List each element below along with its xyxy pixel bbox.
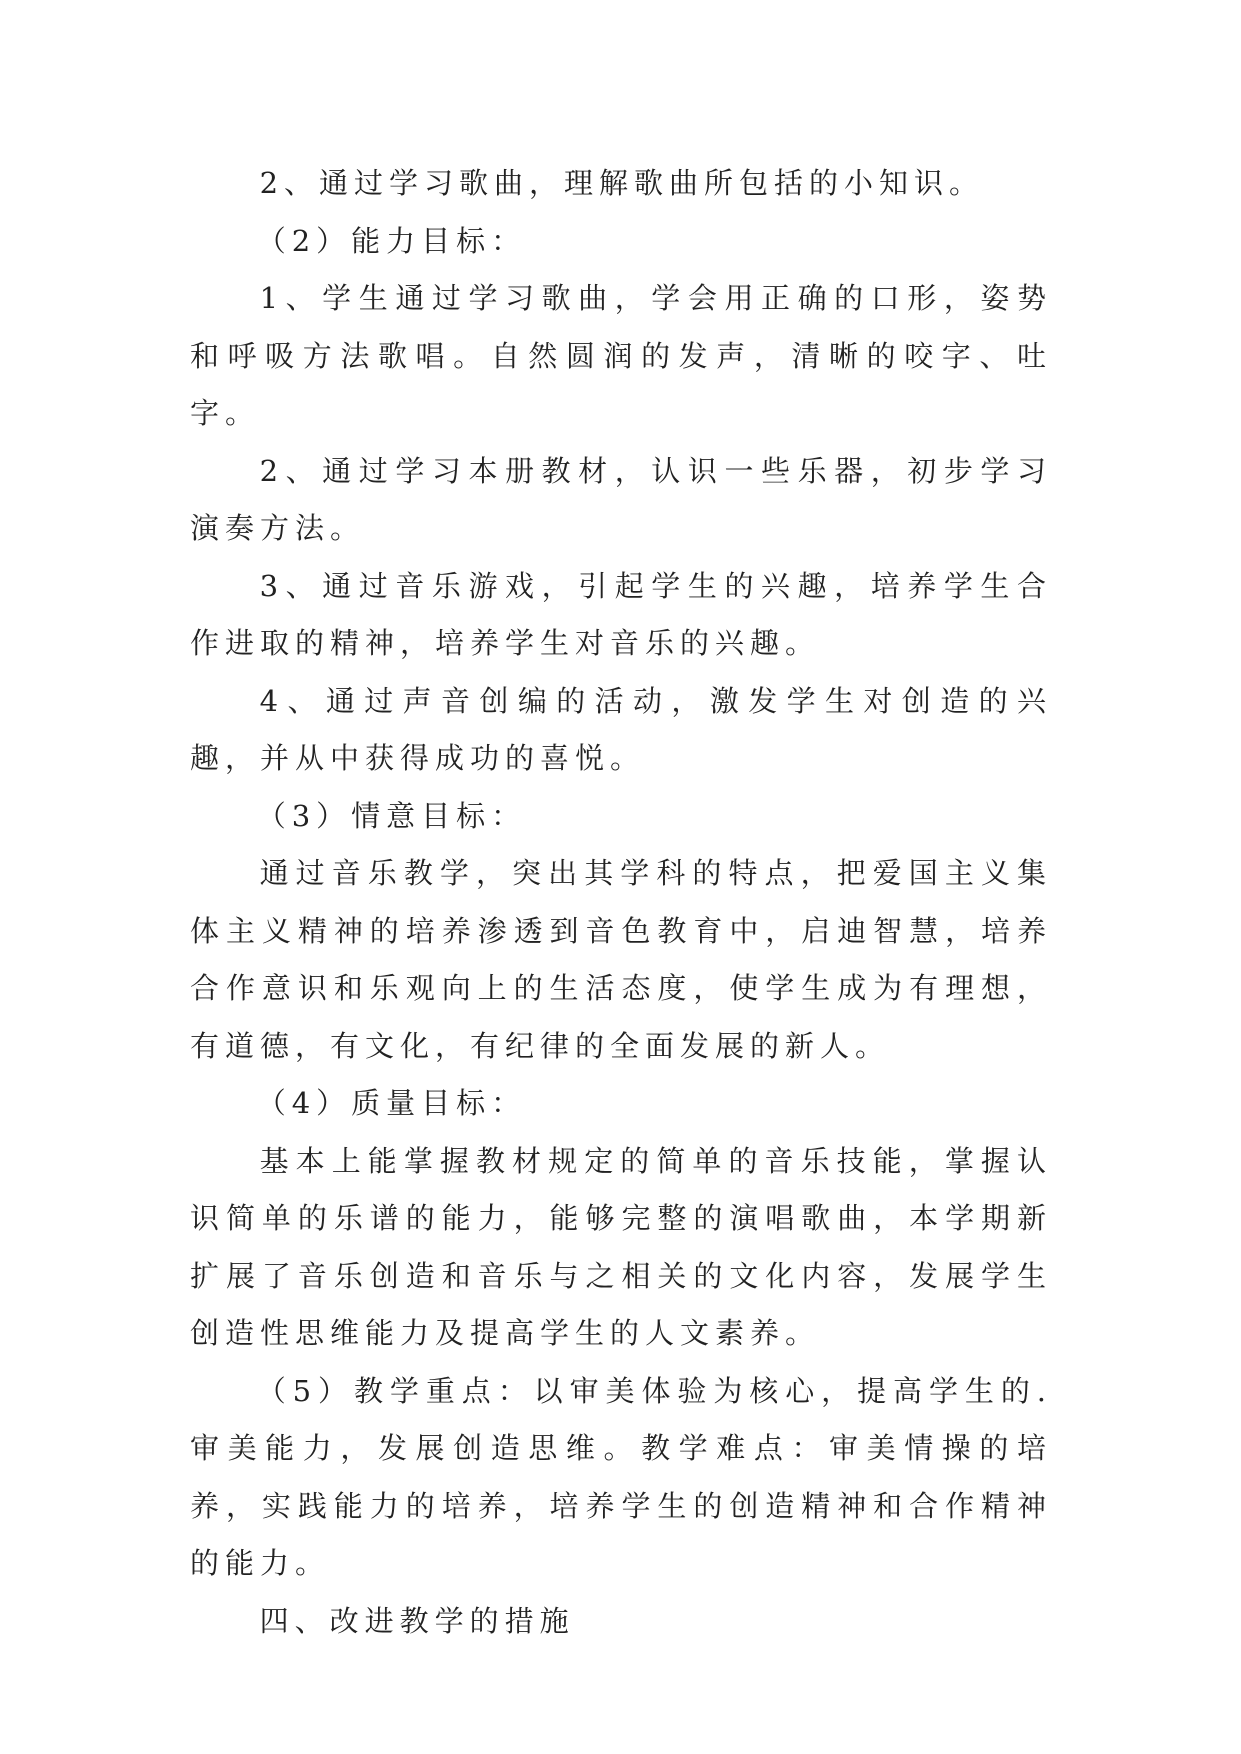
- paragraph-ability-creation: 4、通过声音创编的活动，激发学生对创造的兴趣，并从中获得成功的喜悦。: [190, 683, 1052, 775]
- heading-emotional-goals: （3）情意目标：: [256, 798, 527, 833]
- paragraph-ability-games: 3、通过音乐游戏，引起学生的兴趣，培养学生合作进取的精神，培养学生对音乐的兴趣。: [190, 568, 1052, 660]
- paragraph-ability-singing: 1、学生通过学习歌曲，学会用正确的口形，姿势和呼吸方法歌唱。自然圆润的发声，清晰的咬字、吐字。: [190, 281, 1052, 430]
- heading-ability-goals: （2）能力目标：: [256, 223, 527, 258]
- paragraph-song-knowledge: 2、通过学习歌曲，理解歌曲所包括的小知识。: [259, 166, 985, 200]
- paragraph-key-points: （5）教学重点：以审美体验为核心，提高学生的.审美能力，发展创造思维。教学难点：审美情操的培养，实践能力的培养，培养学生的创造精神和合作精神的能力。: [190, 1373, 1052, 1580]
- heading-quality-goals: （4）质量目标：: [256, 1086, 527, 1120]
- document-page: [190, 155, 1052, 1650]
- paragraph-emotional-goals: 通过音乐教学，突出其学科的特点，把爱国主义集体主义精神的培养渗透到音色教育中，启迪智慧，培养合作意识和乐观向上的生活态度，使学生成为有理想，有道德，有文化，有纪律的全面发展的新人。: [190, 856, 1052, 1063]
- paragraph-ability-instruments: 2、通过学习本册教材，认识一些乐器，初步学习演奏方法。: [190, 453, 1052, 545]
- heading-improvement-measures: 四、改进教学的措施: [259, 1603, 575, 1638]
- paragraph-quality-goals: 基本上能掌握教材规定的简单的音乐技能，掌握认识简单的乐谱的能力，能够完整的演唱歌曲，本学期新扩展了音乐创造和音乐与之相关的文化内容，发展学生创造性思维能力及提高学生的人文素养。: [190, 1143, 1052, 1350]
